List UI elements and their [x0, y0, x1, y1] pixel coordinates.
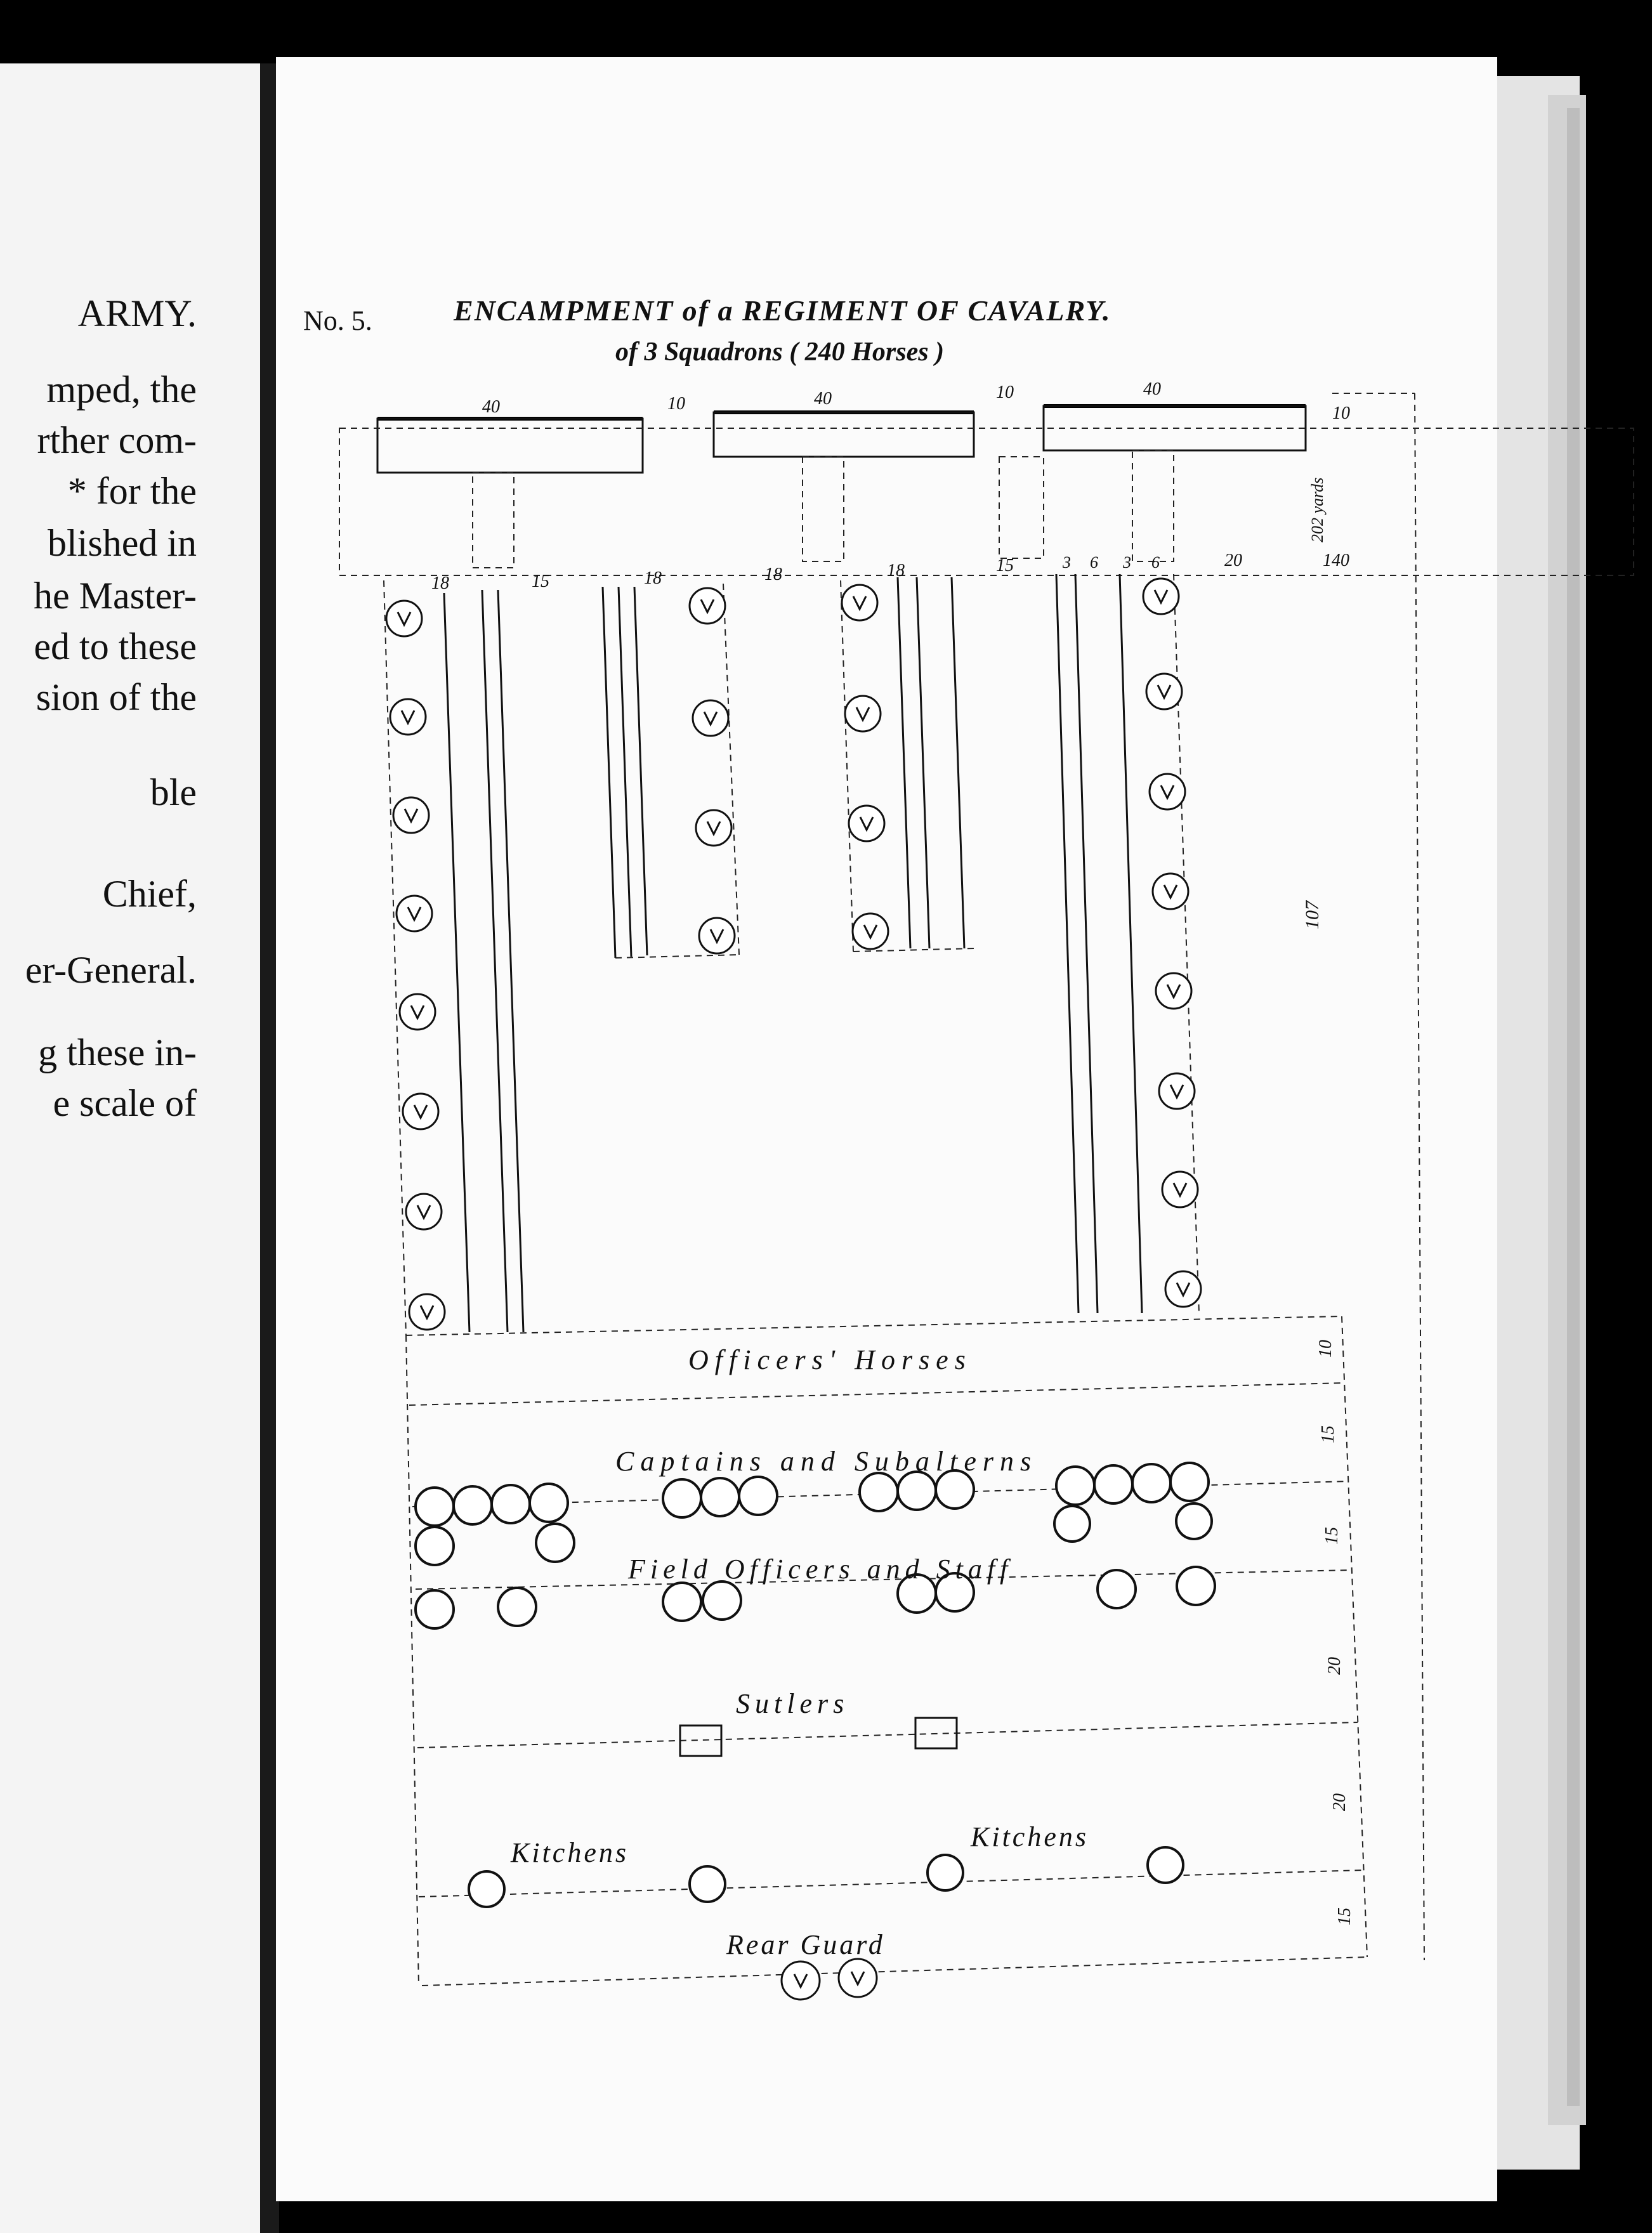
left-text-line: e scale of — [53, 1082, 197, 1124]
dim-side: 20 — [1325, 1657, 1344, 1675]
left-text-line: * for the — [67, 470, 197, 512]
left-text-line: Chief, — [102, 873, 197, 915]
tent-circle — [1156, 973, 1191, 1009]
officer-tent — [416, 1527, 454, 1565]
squadron-lines — [384, 574, 1342, 1335]
tent-circle — [1143, 579, 1179, 614]
tent-circle — [386, 601, 422, 636]
dim-row: 3 — [1123, 553, 1131, 572]
dim-right-140: 140 — [1323, 551, 1349, 570]
dim-top-width: 40 — [1143, 379, 1161, 399]
tent-circle — [1146, 674, 1182, 709]
left-text-line: g these in- — [38, 1031, 197, 1073]
officer-tent — [703, 1581, 741, 1620]
tent-circle — [1165, 1271, 1201, 1307]
officer-tents — [416, 1463, 1215, 1628]
dim-top-gap: 10 — [996, 383, 1014, 402]
tent-circle — [1150, 774, 1185, 809]
officer-tent — [739, 1477, 777, 1515]
tent-circle — [699, 918, 735, 953]
dim-row: 18 — [764, 565, 782, 584]
officer-tent — [1132, 1464, 1170, 1502]
tent-circle — [842, 585, 877, 620]
kitchen — [1148, 1847, 1183, 1883]
left-text-line: sion of the — [36, 676, 197, 718]
officer-tent — [701, 1478, 739, 1516]
left-text-line: ed to these — [34, 625, 197, 667]
officer-tent — [1177, 1567, 1215, 1605]
officer-tent — [1170, 1463, 1209, 1501]
left-text-line: rther com- — [37, 419, 197, 461]
tent-circle — [1159, 1073, 1195, 1109]
officer-tent — [898, 1472, 936, 1510]
label-rear-guard: Rear Guard — [726, 1929, 885, 1960]
officer-tent — [492, 1485, 530, 1523]
tent-circle — [1162, 1172, 1198, 1207]
label-kitchens-left: Kitchens — [511, 1837, 629, 1868]
dim-top-width: 40 — [814, 389, 832, 409]
tent-circle — [403, 1094, 438, 1129]
left-text-line: mped, the — [46, 369, 197, 410]
officer-tent — [498, 1588, 536, 1626]
dim-side: 15 — [1318, 1425, 1338, 1443]
officer-tent — [663, 1479, 701, 1517]
tent-circle — [406, 1194, 442, 1229]
officer-tent — [1098, 1570, 1136, 1608]
left-text-line: he Master- — [33, 575, 197, 617]
tent-circle — [853, 914, 888, 949]
dim-row: 15 — [996, 556, 1014, 575]
tent-circle — [690, 588, 725, 624]
dimension-labels — [431, 379, 1354, 1925]
dim-row: 6 — [1151, 553, 1160, 572]
officer-tent — [860, 1473, 898, 1511]
left-text-line: blished in — [48, 522, 197, 564]
officer-tent — [416, 1488, 454, 1526]
officer-tent — [416, 1590, 454, 1628]
dim-row: 18 — [644, 568, 662, 588]
tent-circle — [409, 1294, 445, 1330]
officer-tent — [454, 1486, 492, 1524]
tent-circle — [393, 797, 429, 833]
tent-circle — [1153, 874, 1188, 909]
dim-row: 3 — [1063, 553, 1071, 572]
rear-area-lines — [406, 1316, 1367, 1986]
tent-circle — [693, 700, 728, 736]
officer-tent — [530, 1484, 568, 1522]
dim-side: 15 — [1322, 1527, 1342, 1545]
dim-side: 15 — [1335, 1908, 1354, 1925]
plate-number: No. 5. — [303, 305, 372, 336]
tent-circle — [849, 806, 884, 841]
dim-top-right: 10 — [1332, 403, 1350, 423]
kitchen — [469, 1871, 504, 1907]
tent-circle — [390, 699, 426, 735]
left-text-line: er-General. — [25, 949, 197, 991]
label-sutlers: Sutlers — [736, 1688, 849, 1719]
left-text-line: ARMY. — [77, 292, 197, 334]
left-text-line: ble — [150, 771, 197, 813]
kitchen — [690, 1866, 725, 1902]
stable-blocks — [339, 393, 1634, 1960]
officer-tent — [1176, 1503, 1212, 1539]
dim-yards-note: 202 yards — [1308, 477, 1327, 542]
label-field-officers: Field Officers and Staff — [628, 1554, 1013, 1585]
dim-row: 18 — [431, 573, 449, 593]
dim-row: 18 — [887, 561, 905, 580]
dim-side: 20 — [1330, 1793, 1349, 1811]
tent-circle — [397, 896, 432, 931]
label-officers-horses: Officers' Horses — [688, 1344, 972, 1375]
dim-depth: 107 — [1302, 901, 1323, 929]
dim-row: 6 — [1090, 553, 1098, 572]
dim-row: 20 — [1224, 551, 1242, 570]
rear-guard-tents — [782, 1959, 877, 2000]
label-captains-subalterns: Captains and Subalterns — [615, 1446, 1038, 1477]
officer-tent — [663, 1583, 701, 1621]
officer-tent — [1094, 1465, 1132, 1503]
tent-circle — [400, 994, 435, 1030]
tent-circle — [845, 696, 881, 731]
dim-row: 15 — [532, 572, 549, 591]
officer-tent — [1054, 1506, 1090, 1542]
plate-title: ENCAMPMENT of a REGIMENT OF CAVALRY. — [454, 294, 1111, 327]
dim-top-width: 40 — [482, 397, 500, 417]
dim-top-gap: 10 — [667, 394, 685, 414]
tent-circle — [696, 810, 731, 846]
plate-subtitle: of 3 Squadrons ( 240 Horses ) — [615, 337, 945, 367]
kitchen — [928, 1855, 963, 1890]
label-kitchens-right: Kitchens — [971, 1821, 1089, 1852]
officer-tent — [536, 1524, 574, 1562]
dim-side: 10 — [1316, 1340, 1335, 1358]
officer-tent — [1056, 1467, 1094, 1505]
